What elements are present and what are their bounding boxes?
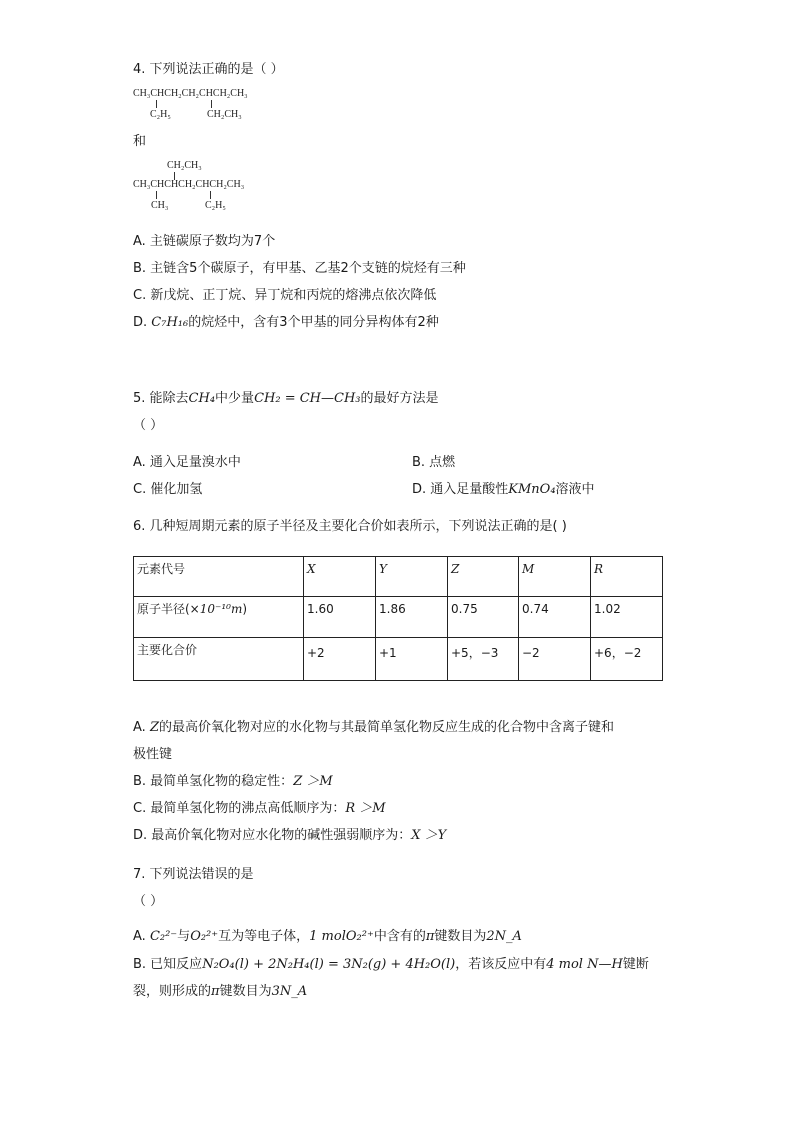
table-cell: 1.86 xyxy=(376,597,448,637)
q4-m2-branch-1: CH₃ xyxy=(151,200,169,211)
q6-option-c-formula: R ＞M xyxy=(345,801,386,816)
q7-formula-o2: O₂²⁺ xyxy=(190,929,219,944)
q7-text: 裂，则形成的 xyxy=(133,984,212,999)
q4-m2-top-branch: CH₂CH₃ xyxy=(167,160,202,171)
q4-title: 4. 下列说法正确的是（ ） xyxy=(133,62,284,77)
q7-formula-na: 3N_A xyxy=(271,984,308,999)
table-cell: 1.60 xyxy=(304,597,376,637)
table-cell: +6，−2 xyxy=(591,637,663,680)
q5-option-c: C. 催化加氢 xyxy=(133,482,203,497)
q7-formula-pi: π xyxy=(211,984,220,999)
element-table xyxy=(133,556,663,681)
table-header-cell: Y xyxy=(376,557,448,597)
q7-paren: （ ） xyxy=(133,894,164,909)
q5-option-d-suffix: 溶液中 xyxy=(555,482,595,497)
q6-option-b xyxy=(133,773,333,791)
q4-option-b: B. 主链含5个碳原子，有甲基、乙基2个支链的烷烃有三种 xyxy=(133,261,466,276)
q5-option-b: B. 点燃 xyxy=(412,455,456,470)
table-header-cell: M xyxy=(519,557,591,597)
q5-option-d xyxy=(412,481,595,499)
q4-option-a: A. 主链碳原子数均为7个 xyxy=(133,234,276,249)
q5-title-middle: 中少量 xyxy=(215,391,255,406)
q6-option-c-text: C. 最简单氢化物的沸点高低顺序为： xyxy=(133,801,346,816)
q7-reaction-equation: N₂O₄(l) + 2N₂H₄(l) = 3N₂(g) + 4H₂O(l) xyxy=(202,957,456,972)
q7-text: 互为等电子体， xyxy=(218,929,310,944)
q6-option-a-continued: 极性键 xyxy=(133,747,173,762)
table-row xyxy=(134,597,663,637)
bond-line xyxy=(156,191,157,199)
q5-formula-propene: CH₂ = CH—CH₃ xyxy=(254,391,361,406)
q6-option-a xyxy=(133,719,614,737)
q4-option-d-prefix: D. xyxy=(133,315,152,330)
table-row xyxy=(134,557,663,597)
table-cell: 0.75 xyxy=(448,597,519,637)
q7-formula-nh: 4 mol N—H xyxy=(546,957,623,972)
q6-title: 6. 几种短周期元素的原子半径及主要化合价如表所示，下列说法正确的是( ) xyxy=(133,519,567,534)
q5-option-a: A. 通入足量溴水中 xyxy=(133,455,241,470)
q4-option-d-formula: C₇H₁₆ xyxy=(151,315,189,330)
q6-option-d-text: D. 最高价氧化物对应水化物的碱性强弱顺序为： xyxy=(133,828,412,843)
q7-title: 7. 下列说法错误的是 xyxy=(133,867,254,882)
table-row xyxy=(134,637,663,680)
q5-title-suffix: 的最好方法是 xyxy=(360,391,439,406)
table-cell: +5，−3 xyxy=(448,637,519,680)
q6-option-b-text: B. 最简单氢化物的稳定性： xyxy=(133,774,294,789)
q4-m2-branch-2: C₂H₅ xyxy=(205,200,226,211)
table-row-label: 主要化合价 xyxy=(134,637,304,680)
q5-option-d-prefix: D. 通入足量酸性 xyxy=(412,482,509,497)
q6-option-a-symbol: Z xyxy=(149,720,159,735)
radius-unit: 10⁻¹⁰m xyxy=(199,602,243,617)
q7-option-b xyxy=(133,956,649,974)
q4-option-d xyxy=(133,314,439,332)
q4-option-c: C. 新戊烷、正丁烷、异丁烷和丙烷的熔沸点依次降低 xyxy=(133,288,437,303)
q4-m2-main-chain: CH₃CHCHCH₂CHCH₂CH₃ xyxy=(133,179,245,190)
q6-option-d-formula: X ＞Y xyxy=(411,828,447,843)
q4-m1-branch-2: CH₂CH₃ xyxy=(207,109,242,120)
q7-text: ，若该反应中有 xyxy=(455,957,547,972)
radius-label-suffix: ) xyxy=(242,602,248,617)
q5-title xyxy=(133,390,439,408)
q7-formula-c2: C₂²⁻ xyxy=(149,929,178,944)
q4-and: 和 xyxy=(133,134,147,149)
q6-option-c xyxy=(133,800,386,818)
q7-text: 键断 xyxy=(622,957,649,972)
q5-paren: （ ） xyxy=(133,418,164,433)
q6-option-a-prefix: A. xyxy=(133,720,150,735)
q6-option-d xyxy=(133,827,446,845)
table-header-cell: Z xyxy=(448,557,519,597)
q4-m1-main-chain: CH₃CHCH₂CH₂CHCH₂CH₃ xyxy=(133,88,248,99)
table-header-cell: X xyxy=(304,557,376,597)
q7-option-b-prefix: B. 已知反应 xyxy=(133,957,203,972)
q7-option-b-continued xyxy=(133,983,307,1001)
table-cell: +2 xyxy=(304,637,376,680)
radius-label-prefix: 原子半径(× xyxy=(137,602,200,617)
table-header-cell: R xyxy=(591,557,663,597)
table-cell: −2 xyxy=(519,637,591,680)
q7-text: 中含有的 xyxy=(373,929,426,944)
q7-text: 键数目为 xyxy=(434,929,487,944)
q7-option-a xyxy=(133,928,522,946)
bond-line xyxy=(211,100,212,108)
bond-line xyxy=(156,100,157,108)
table-cell: 0.74 xyxy=(519,597,591,637)
q7-formula-na: 2N_A xyxy=(486,929,522,944)
q7-option-a-prefix: A. xyxy=(133,929,150,944)
table-cell: 1.02 xyxy=(591,597,663,637)
table-row-label xyxy=(134,597,304,637)
q7-text: 与 xyxy=(177,929,191,944)
q7-text: 键数目为 xyxy=(219,984,272,999)
q5-formula-methane: CH₄ xyxy=(188,391,216,406)
q6-option-a-text: 的最高价氧化物对应的水化物与其最简单氢化物反应生成的化合物中含离子键和 xyxy=(158,720,614,735)
q7-formula-mol: 1 molO₂²⁺ xyxy=(309,929,374,944)
q5-option-d-formula: KMnO₄ xyxy=(508,482,556,497)
bond-line xyxy=(210,191,211,199)
q5-title-prefix: 5. 能除去 xyxy=(133,391,189,406)
q4-option-d-text: 的烷烃中，含有3个甲基的同分异构体有2种 xyxy=(188,315,439,330)
q4-m1-branch-1: C₂H₅ xyxy=(150,109,171,120)
q6-option-b-formula: Z ＞M xyxy=(293,774,333,789)
q7-formula-pi: π xyxy=(425,929,435,944)
table-header-cell: 元素代号 xyxy=(134,557,304,597)
table-cell: +1 xyxy=(376,637,448,680)
